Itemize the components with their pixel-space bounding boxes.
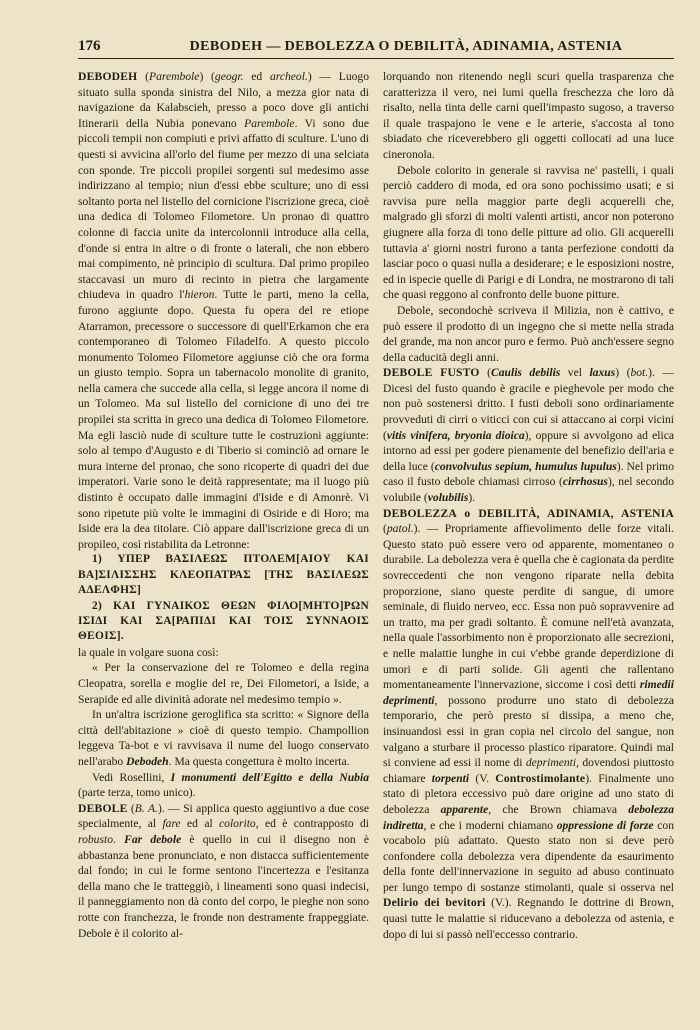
paragraph-continuation: lorquando non ritenendo negli scuri quella trasparenza che caratterizza il vero, nei lumi quella freschezza che loro dà risalto, nella tinta delle carni quell'impasto sugoso, a traverso il quale traspajono le vene e le arterie, s'accosta al tono sbiadato che riceverebbero gli oggetti collocati ad una luce cineronola. [383, 70, 674, 161]
paragraph-geroglifica: In un'altra iscrizione geroglifica sta scritto: « Signore della città dell'abitazione » cioè di questo tempio. Champollion leggeva Ta-bot e vi ravvisava il nume del luogo conservato nell'arabo Debodeh. Ma questa congettura è molto incerta. [78, 708, 369, 768]
paragraph-milizia: Debole, secondochè scriveva il Milizia, non è cattivo, e può essere il prodotto di un ingegno che si mette nella strada del grande, ma non ancor puro e fermo. Può anch'essere segno della caducità degli anni. [383, 303, 674, 364]
headword: DEBOLE [78, 801, 128, 815]
left-column [78, 69, 369, 942]
text-columns [78, 69, 674, 942]
greek-inscription-line-1: 1) ΥΠΕΡ ΒΑΣΙΛΕΩΣ ΠΤΟΛΕΜ[ΑΙΟΥ ΚΑΙ ΒΑ]ΣΙΛΙΣΣΗΣ ΚΛΕΟΠΑΤΡΑΣ [ΤΗΣ ΒΑΣΙΛΕΩΣ ΑΔΕΛΦΗΣ] [78, 553, 369, 597]
paragraph-volgare: la quale in volgare suona così: [78, 645, 219, 659]
entry-debole-fusto: DEBOLE FUSTO (Caulis debilis vel laxus) (bot.). — Dicesi del fusto quando è gracile e pieghevole per modo che non può sostenersi dritto. I fusti deboli sono ordinariamente provveduti di cirri o viticci con cui si attaccano ai corpi vicini (vitis vinifera, bryonia dioica), oppure si avvolgono ad elica intorno ad essi per godere pienamente del benefizio dell'aria e della luce (convolvulus sepium, humulus lupulus). Nel primo caso il fusto debole chiamasi cirroso (cirrhosus), nel secondo volubile (volubilis). [383, 366, 674, 505]
paragraph-translation: « Per la conservazione del re Tolomeo e della regina Cleopatra, sorella e moglie del re, Dei Filometori, a Iside, a Serapide ed alle divinità adorate nel medesimo tempio ». [78, 661, 369, 706]
entry-debolezza: DEBOLEZZA o DEBILITÀ, ADINAMIA, ASTENIA (patol.). — Propriamente affievolimento delle forze vitali. Questo stato può essere vero od apparente, momentaneo o durabile. La debolezza vera è quella che è cagionata da perdite sovreccedenti che non vengono riparate nella debita proporzione, siano queste perdite di sangue, di umore seminale, di fluido nerveo, ecc. Essa non può sopravvenire ad un tratto, ma per gradi soltanto. È comune nell'età avanzata, nella quale l'assorbimento non è proporzionato alle secrezioni, e nelle malattie lunghe in cui v'ebbe grande deperdizione di umori e di parti solide. Gli agenti che rallentano momentaneamente l'innervazione, siccome i così detti rimedii deprimenti, possono produrre uno stato di debolezza temporario, che però presto si dissipa, a meno che, insinuandosi essi in gran copia nel circolo del sangue, non valgano a sturbare il processo plastico riparatore. Quindi mal si conviene ad essi il nome di deprimenti, dovendosi piuttosto chiamare torpenti (V. Controstimolante). Finalmente uno stato di pletora eccessivo può dare origine ad uno stato di debolezza apparente, che Brown chiamava debolezza indiretta, e che i moderni chiamano oppressione di forze con vocabolo più adattato. Questo stato non si deve però confondere colla debolezza vera dipendente da esaurimento della fonte dell'innervazione in seguito ad abuso continuato per lungo tempo di sostanze stimolanti, quale si osserva nel Delirio dei bevitori (V.). Regnando le dottrine di Brown, quasi tutte le malattie si riducevano a debolezza od astenia, e dopo di lui si passò nell'eccesso contrario. [383, 506, 675, 941]
headword: DEBOLE FUSTO [383, 366, 480, 380]
greek-inscription-line-2: 2) ΚΑΙ ΓΥΝΑΙΚΟΣ ΘΕΩΝ ΦΙΛΟ[ΜΗΤΟ]ΡΩΝ ΙΣΙΔΙ ΚΑΙ ΣΑ[ΡΑΠΙΔΙ ΚΑΙ ΤΟΙΣ ΣΥΝΝΑΟΙΣ ΘΕΟΙΣ]. [78, 599, 369, 643]
running-title: DEBODEH — DEBOLEZZA O DEBILITÀ, ADINAMIA, ASTENIA [189, 39, 623, 54]
right-column [383, 69, 674, 942]
page-number: 176 [78, 38, 101, 54]
entry-debodeh: DEBODEH (Parembole) (geogr. ed archeol.) — Luogo situato sulla sponda sinistra del Nilo, a mezza gior nata di navigazione da Kalabscieh, presso a poco dove gli antichi Itinerarii della Nubia ponevano Parembole. Vi sono due piccoli tempii non compiuti e privi affatto di sculture. L'uno di questi si avvicina all'orlo del fiume per mezzo di una selciata con sponde. Tre piccoli propilei sorgenti sul medesimo asse indirizzano al tempio; niun d'essi ebbe sculture; uno di essi soltanto porta nel listello del cornicione l'iscrizione greca, cioè una dedica di Tolomeo Filometore. Un pronao di quattro colonne di faccia unite da intercolonnii introduce alla cella, d'onde si entra in altre o di fronte o laterali, che non ebbero mai compimento, nè principio di scultura. Dal primo propileo staccavasi un muro di recinto in pietra che largamente chiudeva in quadro l'hieron. Tutte le parti, meno la cella, furono aggiunte dopo. Questa fu opera del re etiope Atarramon, precessore o successore di quell'Erkamon che era contemporaneo di Tolomeo Filadelfo. A questo piccolo monumento Tolomeo Filometore aggiunse ciò che ora forma un giusto tempio. Sopra un tabernacolo monolite di granito, nella camera che succede alla cella, si legge ancora il nome di un Tolomeo. Ma sul listello del cornicione di uno dei tre propilei sta scritta in greco una dedica di Tolomeo Filometore. Ma egli lasciò nude di sculture tutte le costruzioni aggiunte: solo al tempo d'Augusto e di Tiberio si cominciò ad ornare le mura interne del pronao, che sono ricoperte di quadri dei due imperatori. Varie sono le deità rappresentate; ma il luogo più distinto è occupato dalle immagini d'Iside e di Amonrè. Vi sono ripetute più volte le immagini di Osiride e di Horo; ma Iside era la dea titolare. Ciò appare dall'iscrizione greca di un propileo, così ristabilita da Letronne: [78, 70, 370, 551]
paragraph-rosellini: Vedi Rosellini, I monumenti dell'Egitto e della Nubia (parte terza, tomo unico). [78, 770, 369, 800]
paragraph-pastelli: Debole colorito in generale si ravvisa ne' pastelli, i quali perciò caddero di moda, ed ora sono pochissimo usati; e si ravvisa pure nella maggior parte degli acquerelli che, malgrado gli sforzi di molti valenti artisti, ancor non poterono giugnere alla forza di tono delle pitture ad olio. Gli acquerelli tuttavia a' giorni nostri furono a tanta perfezione condotti da lasciar poco o quasi nulla a desiderare; e le esposizioni nostre, ed in ispecie quelle di Parigi e di Londra, ne mostrarono di tali che quasi reggono al confronto delle buone pitture. [383, 163, 674, 302]
headword: DEBODEH [78, 70, 138, 83]
page-header [78, 38, 674, 59]
entry-debole: DEBOLE (B. A.). — Si applica questo aggiuntivo a due cose specialmente, al fare ed al colorito, ed è contrapposto di robusto. Far debole è quello in cui il disegno non è abbastanza bene pronunciato, e non distacca sufficientemente dal fondo; in cui le forme sentono l'incertezza e l'esitanza della mano che le tratteggiò, i lineamenti sono quasi indecisi, il panneggiamento non dà conto del corpo, le pieghe non sono rotte con franchezza, le fronde non destramente frappeggiate. Debole è il colorito al- [78, 801, 369, 940]
headword: DEBOLEZZA o DEBILITÀ, ADINAMIA, ASTENIA [383, 506, 674, 520]
